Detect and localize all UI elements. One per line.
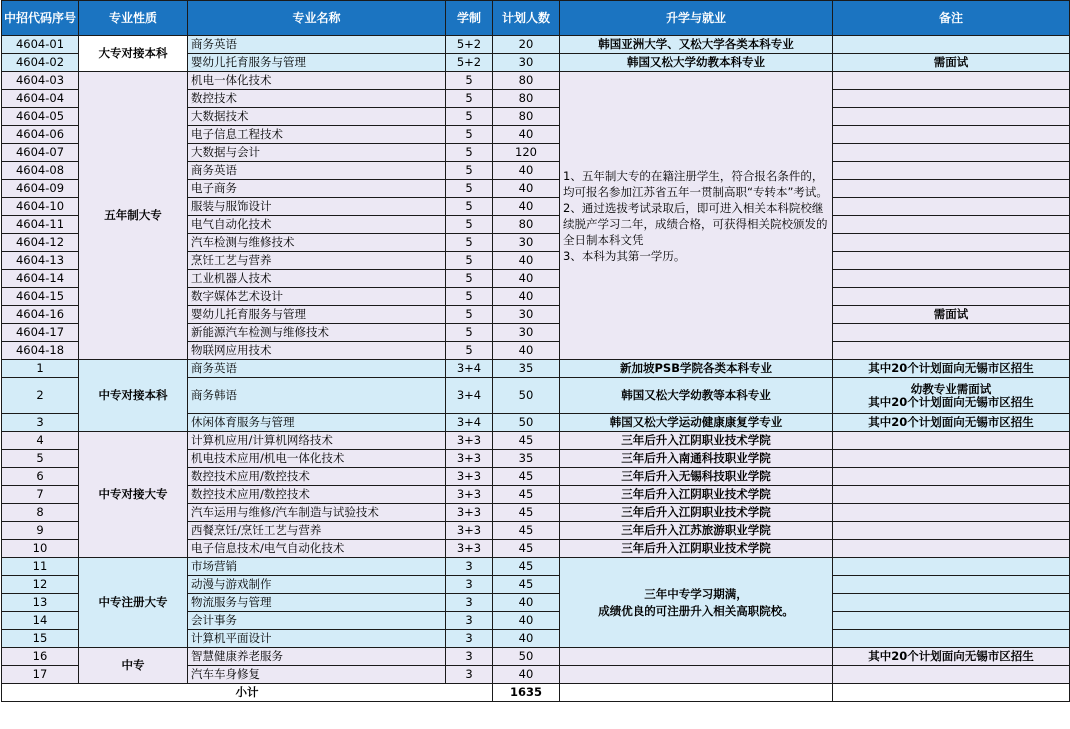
name-cell: 物流服务与管理 bbox=[188, 594, 446, 612]
remark-cell bbox=[833, 108, 1070, 126]
code-cell: 7 bbox=[2, 486, 79, 504]
name-cell: 婴幼儿托育服务与管理 bbox=[188, 306, 446, 324]
name-cell: 商务英语 bbox=[188, 162, 446, 180]
plan-cell: 45 bbox=[493, 540, 560, 558]
name-cell: 计算机应用/计算机网络技术 bbox=[188, 432, 446, 450]
years-cell: 3+3 bbox=[446, 468, 493, 486]
name-cell: 婴幼儿托育服务与管理 bbox=[188, 54, 446, 72]
remark-cell bbox=[833, 252, 1070, 270]
years-cell: 3 bbox=[446, 612, 493, 630]
future-cell: 韩国又松大学运动健康康复学专业 bbox=[560, 414, 833, 432]
group-cell: 中专注册大专 bbox=[79, 558, 188, 648]
remark-cell bbox=[833, 540, 1070, 558]
plan-cell: 40 bbox=[493, 342, 560, 360]
plan-cell: 40 bbox=[493, 162, 560, 180]
header-years: 学制 bbox=[446, 1, 493, 36]
years-cell: 3+4 bbox=[446, 360, 493, 378]
plan-cell: 45 bbox=[493, 432, 560, 450]
years-cell: 3 bbox=[446, 594, 493, 612]
years-cell: 3+3 bbox=[446, 540, 493, 558]
years-cell: 3+3 bbox=[446, 450, 493, 468]
total-empty-future bbox=[560, 684, 833, 702]
name-cell: 电气自动化技术 bbox=[188, 216, 446, 234]
plan-cell: 45 bbox=[493, 468, 560, 486]
code-cell: 4604-10 bbox=[2, 198, 79, 216]
code-cell: 4604-14 bbox=[2, 270, 79, 288]
years-cell: 3+4 bbox=[446, 378, 493, 414]
years-cell: 3 bbox=[446, 630, 493, 648]
name-cell: 数控技术 bbox=[188, 90, 446, 108]
plan-cell: 80 bbox=[493, 72, 560, 90]
remark-cell bbox=[833, 342, 1070, 360]
years-cell: 3+3 bbox=[446, 432, 493, 450]
header-code: 中招代码序号 bbox=[2, 1, 79, 36]
years-cell: 3 bbox=[446, 648, 493, 666]
name-cell: 智慧健康养老服务 bbox=[188, 648, 446, 666]
remark-cell bbox=[833, 234, 1070, 252]
name-cell: 汽车检测与维修技术 bbox=[188, 234, 446, 252]
remark-cell bbox=[833, 126, 1070, 144]
name-cell: 数控技术应用/数控技术 bbox=[188, 486, 446, 504]
years-cell: 5 bbox=[446, 72, 493, 90]
remark-cell bbox=[833, 594, 1070, 612]
future-cell: 三年后升入南通科技职业学院 bbox=[560, 450, 833, 468]
plan-cell: 30 bbox=[493, 54, 560, 72]
name-cell: 会计事务 bbox=[188, 612, 446, 630]
future-cell: 三年后升入江阴职业技术学院 bbox=[560, 432, 833, 450]
code-cell: 4604-18 bbox=[2, 342, 79, 360]
name-cell: 商务英语 bbox=[188, 36, 446, 54]
remark-cell bbox=[833, 666, 1070, 684]
header-row bbox=[2, 1, 1070, 36]
total-label: 小计 bbox=[2, 684, 493, 702]
remark-cell: 需面试 bbox=[833, 54, 1070, 72]
header-plan: 计划人数 bbox=[493, 1, 560, 36]
years-cell: 5 bbox=[446, 198, 493, 216]
plan-cell: 40 bbox=[493, 198, 560, 216]
years-cell: 5 bbox=[446, 144, 493, 162]
name-cell: 服装与服饰设计 bbox=[188, 198, 446, 216]
remark-cell bbox=[833, 324, 1070, 342]
name-cell: 机电技术应用/机电一体化技术 bbox=[188, 450, 446, 468]
remark-cell bbox=[833, 72, 1070, 90]
plan-cell: 45 bbox=[493, 522, 560, 540]
plan-cell: 35 bbox=[493, 360, 560, 378]
years-cell: 3 bbox=[446, 666, 493, 684]
name-cell: 商务英语 bbox=[188, 360, 446, 378]
remark-cell bbox=[833, 180, 1070, 198]
remark-cell bbox=[833, 486, 1070, 504]
remark-cell: 其中20个计划面向无锡市区招生 bbox=[833, 414, 1070, 432]
plan-cell: 45 bbox=[493, 486, 560, 504]
name-cell: 动漫与游戏制作 bbox=[188, 576, 446, 594]
name-cell: 商务韩语 bbox=[188, 378, 446, 414]
name-cell: 市场营销 bbox=[188, 558, 446, 576]
plan-cell: 30 bbox=[493, 324, 560, 342]
plan-cell: 40 bbox=[493, 594, 560, 612]
future-cell bbox=[560, 666, 833, 684]
code-cell: 4604-05 bbox=[2, 108, 79, 126]
remark-line-2: 其中20个计划面向无锡市区招生 bbox=[868, 394, 1034, 409]
table-row bbox=[2, 36, 1070, 54]
group-cell: 中专对接本科 bbox=[79, 360, 188, 432]
remark-cell bbox=[833, 612, 1070, 630]
plan-cell: 50 bbox=[493, 378, 560, 414]
remark-cell bbox=[833, 162, 1070, 180]
remark-cell bbox=[833, 450, 1070, 468]
years-cell: 5 bbox=[446, 108, 493, 126]
total-row bbox=[2, 684, 1070, 702]
table-row bbox=[2, 558, 1070, 576]
group-cell: 中专对接大专 bbox=[79, 432, 188, 558]
header-remark: 备注 bbox=[833, 1, 1070, 36]
years-cell: 5+2 bbox=[446, 54, 493, 72]
group-cell: 大专对接本科 bbox=[79, 36, 188, 72]
code-cell: 16 bbox=[2, 648, 79, 666]
plan-cell: 40 bbox=[493, 252, 560, 270]
plan-cell: 40 bbox=[493, 630, 560, 648]
years-cell: 5 bbox=[446, 126, 493, 144]
code-cell: 4604-06 bbox=[2, 126, 79, 144]
five-year-note: 1、五年制大专的在籍注册学生，符合报名条件的，均可报名参加江苏省五年一贯制高职“专转本”考试。 2、通过选拔考试录取后，即可进入相关本科院校继续脱产学习二年，成绩合格，可获得相关院校颁发的全日制本科文凭 3、本科为其第一学历。 bbox=[560, 72, 833, 360]
remark-cell: 需面试 bbox=[833, 306, 1070, 324]
name-cell: 数字媒体艺术设计 bbox=[188, 288, 446, 306]
enrollment-plan-table bbox=[1, 0, 1070, 702]
register-note: 三年中专学习期满， 成绩优良的可注册升入相关高职院校。 bbox=[560, 558, 833, 648]
name-cell: 机电一体化技术 bbox=[188, 72, 446, 90]
code-cell: 4604-02 bbox=[2, 54, 79, 72]
plan-cell: 40 bbox=[493, 612, 560, 630]
name-cell: 数控技术应用/数控技术 bbox=[188, 468, 446, 486]
years-cell: 3 bbox=[446, 558, 493, 576]
remark-cell bbox=[833, 216, 1070, 234]
plan-cell: 20 bbox=[493, 36, 560, 54]
years-cell: 3+3 bbox=[446, 486, 493, 504]
years-cell: 5 bbox=[446, 288, 493, 306]
future-cell: 韩国亚洲大学、又松大学各类本科专业 bbox=[560, 36, 833, 54]
remark-cell bbox=[833, 36, 1070, 54]
years-cell: 5 bbox=[446, 324, 493, 342]
code-cell: 4604-08 bbox=[2, 162, 79, 180]
code-cell: 15 bbox=[2, 630, 79, 648]
code-cell: 12 bbox=[2, 576, 79, 594]
table-row bbox=[2, 72, 1070, 90]
future-cell: 三年后升入江阴职业技术学院 bbox=[560, 540, 833, 558]
code-cell: 4604-16 bbox=[2, 306, 79, 324]
plan-cell: 80 bbox=[493, 90, 560, 108]
name-cell: 电子信息工程技术 bbox=[188, 126, 446, 144]
code-cell: 1 bbox=[2, 360, 79, 378]
years-cell: 5 bbox=[446, 90, 493, 108]
code-cell: 4 bbox=[2, 432, 79, 450]
remark-cell bbox=[833, 630, 1070, 648]
years-cell: 5 bbox=[446, 342, 493, 360]
name-cell: 西餐烹饪/烹饪工艺与营养 bbox=[188, 522, 446, 540]
future-cell: 新加坡PSB学院各类本科专业 bbox=[560, 360, 833, 378]
code-cell: 4604-09 bbox=[2, 180, 79, 198]
name-cell: 物联网应用技术 bbox=[188, 342, 446, 360]
code-cell: 8 bbox=[2, 504, 79, 522]
remark-cell bbox=[833, 288, 1070, 306]
plan-cell: 40 bbox=[493, 126, 560, 144]
remark-cell bbox=[833, 504, 1070, 522]
total-value: 1635 bbox=[493, 684, 560, 702]
remark-cell bbox=[833, 270, 1070, 288]
remark-cell bbox=[833, 198, 1070, 216]
plan-cell: 45 bbox=[493, 576, 560, 594]
plan-cell: 30 bbox=[493, 306, 560, 324]
group-cell: 五年制大专 bbox=[79, 72, 188, 360]
years-cell: 5 bbox=[446, 180, 493, 198]
years-cell: 5 bbox=[446, 162, 493, 180]
table-row bbox=[2, 432, 1070, 450]
group-cell: 中专 bbox=[79, 648, 188, 684]
plan-cell: 45 bbox=[493, 504, 560, 522]
code-cell: 5 bbox=[2, 450, 79, 468]
remark-cell: 其中20个计划面向无锡市区招生 bbox=[833, 648, 1070, 666]
plan-cell: 40 bbox=[493, 288, 560, 306]
header-name: 专业名称 bbox=[188, 1, 446, 36]
code-cell: 10 bbox=[2, 540, 79, 558]
remark-cell bbox=[833, 144, 1070, 162]
table-row bbox=[2, 648, 1070, 666]
code-cell: 2 bbox=[2, 378, 79, 414]
name-cell: 大数据技术 bbox=[188, 108, 446, 126]
remark-cell bbox=[833, 378, 1070, 414]
years-cell: 5 bbox=[446, 306, 493, 324]
remark-cell bbox=[833, 90, 1070, 108]
future-cell: 韩国又松大学幼教等本科专业 bbox=[560, 378, 833, 414]
name-cell: 汽车车身修复 bbox=[188, 666, 446, 684]
name-cell: 工业机器人技术 bbox=[188, 270, 446, 288]
code-cell: 14 bbox=[2, 612, 79, 630]
name-cell: 电子商务 bbox=[188, 180, 446, 198]
name-cell: 电子信息技术/电气自动化技术 bbox=[188, 540, 446, 558]
plan-cell: 40 bbox=[493, 180, 560, 198]
plan-cell: 40 bbox=[493, 666, 560, 684]
future-cell: 三年后升入江阴职业技术学院 bbox=[560, 504, 833, 522]
future-cell: 三年后升入江阴职业技术学院 bbox=[560, 486, 833, 504]
plan-cell: 50 bbox=[493, 414, 560, 432]
name-cell: 新能源汽车检测与维修技术 bbox=[188, 324, 446, 342]
plan-cell: 45 bbox=[493, 558, 560, 576]
code-cell: 4604-07 bbox=[2, 144, 79, 162]
code-cell: 4604-17 bbox=[2, 324, 79, 342]
code-cell: 3 bbox=[2, 414, 79, 432]
years-cell: 5 bbox=[446, 252, 493, 270]
code-cell: 11 bbox=[2, 558, 79, 576]
table-row bbox=[2, 360, 1070, 378]
code-cell: 9 bbox=[2, 522, 79, 540]
code-cell: 13 bbox=[2, 594, 79, 612]
name-cell: 大数据与会计 bbox=[188, 144, 446, 162]
years-cell: 3+3 bbox=[446, 522, 493, 540]
total-empty-remark bbox=[833, 684, 1070, 702]
name-cell: 汽车运用与维修/汽车制造与试验技术 bbox=[188, 504, 446, 522]
future-cell: 韩国又松大学幼教本科专业 bbox=[560, 54, 833, 72]
remark-line-1: 幼教专业需面试 bbox=[910, 381, 992, 396]
future-cell: 三年后升入无锡科技职业学院 bbox=[560, 468, 833, 486]
remark-cell: 其中20个计划面向无锡市区招生 bbox=[833, 360, 1070, 378]
remark-cell bbox=[833, 432, 1070, 450]
years-cell: 5+2 bbox=[446, 36, 493, 54]
header-nature: 专业性质 bbox=[79, 1, 188, 36]
years-cell: 5 bbox=[446, 216, 493, 234]
name-cell: 休闲体育服务与管理 bbox=[188, 414, 446, 432]
code-cell: 4604-01 bbox=[2, 36, 79, 54]
plan-cell: 50 bbox=[493, 648, 560, 666]
years-cell: 5 bbox=[446, 234, 493, 252]
code-cell: 4604-12 bbox=[2, 234, 79, 252]
header-future: 升学与就业 bbox=[560, 1, 833, 36]
years-cell: 3+4 bbox=[446, 414, 493, 432]
years-cell: 3+3 bbox=[446, 504, 493, 522]
code-cell: 4604-11 bbox=[2, 216, 79, 234]
code-cell: 17 bbox=[2, 666, 79, 684]
plan-cell: 35 bbox=[493, 450, 560, 468]
years-cell: 5 bbox=[446, 270, 493, 288]
code-cell: 6 bbox=[2, 468, 79, 486]
remark-cell bbox=[833, 576, 1070, 594]
code-cell: 4604-13 bbox=[2, 252, 79, 270]
plan-cell: 120 bbox=[493, 144, 560, 162]
remark-cell bbox=[833, 522, 1070, 540]
plan-cell: 40 bbox=[493, 270, 560, 288]
name-cell: 烹饪工艺与营养 bbox=[188, 252, 446, 270]
code-cell: 4604-15 bbox=[2, 288, 79, 306]
code-cell: 4604-03 bbox=[2, 72, 79, 90]
plan-cell: 30 bbox=[493, 234, 560, 252]
future-cell bbox=[560, 648, 833, 666]
years-cell: 3 bbox=[446, 576, 493, 594]
plan-cell: 80 bbox=[493, 108, 560, 126]
future-cell: 三年后升入江苏旅游职业学院 bbox=[560, 522, 833, 540]
remark-cell bbox=[833, 468, 1070, 486]
remark-cell bbox=[833, 558, 1070, 576]
code-cell: 4604-04 bbox=[2, 90, 79, 108]
plan-cell: 80 bbox=[493, 216, 560, 234]
name-cell: 计算机平面设计 bbox=[188, 630, 446, 648]
